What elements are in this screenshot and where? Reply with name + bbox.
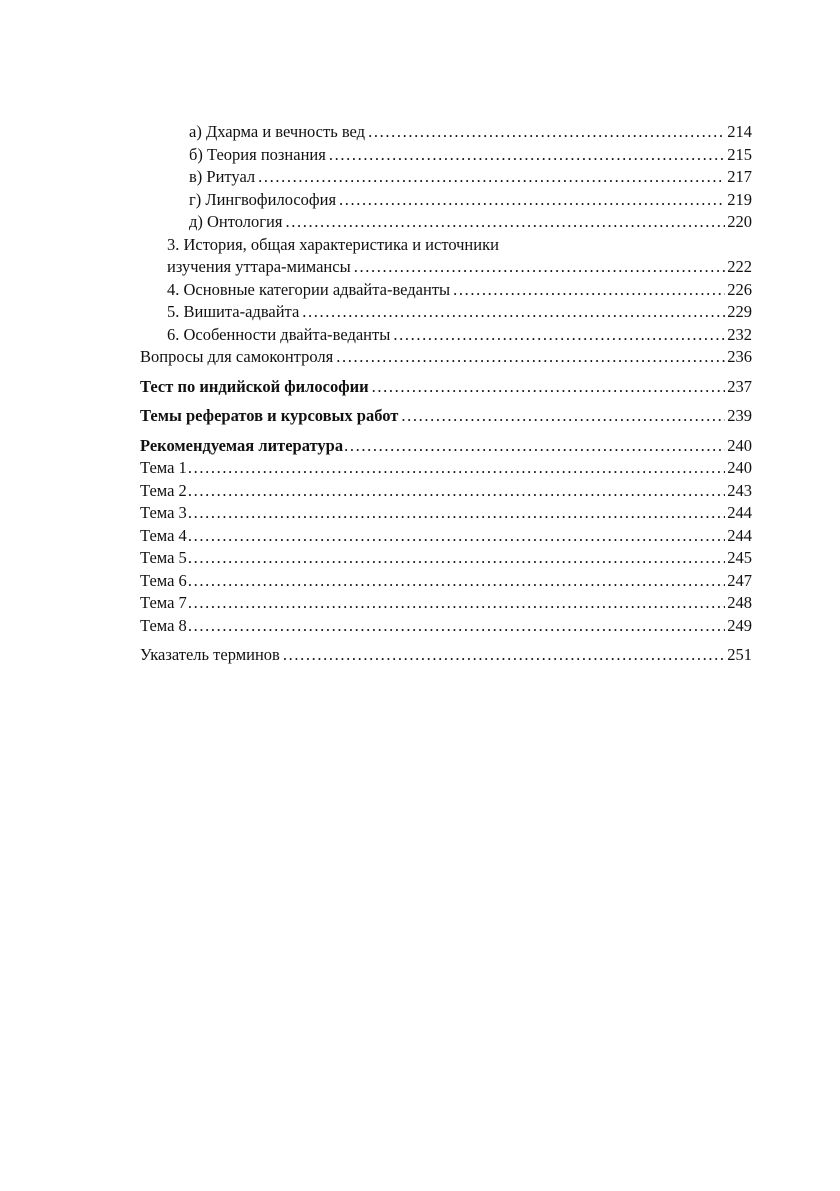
toc-leader-dots [188,457,725,480]
toc-entry[interactable] [140,570,752,593]
toc-entry[interactable] [140,189,752,212]
toc-leader-dots [344,435,725,458]
toc-entry-title: Темы рефератов и курсовых работ [140,406,399,425]
toc-entry[interactable] [140,644,752,667]
toc-entry-title: Тема 1 [140,458,187,477]
toc-entry[interactable] [140,405,752,428]
toc-leader-dots [372,376,726,399]
toc-leader-dots [188,525,725,548]
toc-entry-page: 240 [727,435,752,455]
toc-entry[interactable] [140,346,752,369]
toc-entry-title: Тема 6 [140,570,187,590]
toc-entry-title: Тема 7 [140,593,187,612]
toc-entry[interactable] [140,480,752,503]
toc-entry-title: Тема 8 [140,615,187,635]
toc-entry[interactable] [140,525,752,548]
toc-entry-page: 247 [727,570,752,590]
toc-entry-page: 219 [727,189,752,209]
toc-entry-page: 214 [727,122,752,141]
toc-leader-dots [188,570,725,593]
toc-entry-page: 239 [727,406,752,425]
toc-leader-dots [188,547,725,570]
toc-leader-dots [339,189,725,212]
toc-entry-title: Тема 4 [140,525,187,545]
toc-leader-dots [354,256,726,279]
toc-leader-dots [283,644,725,667]
toc-entry-title: а) Дхарма и вечность вед [189,122,366,141]
toc-entry-title: Вопросы для самоконтроля [140,347,334,366]
toc-leader-dots [302,301,725,324]
toc-entry-page: 245 [727,548,752,567]
toc-entry-page: 237 [727,376,752,396]
toc-entry[interactable] [140,547,752,570]
toc-entry-page: 240 [727,458,752,477]
toc-leader-dots [336,346,725,369]
toc-entry-page: 249 [727,615,752,635]
toc-leader-dots [368,121,725,144]
toc-leader-dots [188,615,725,638]
toc-entry-title: Тема 5 [140,548,187,567]
toc-entry[interactable] [140,592,752,615]
toc-entry-title: изучения уттара-мимансы [167,257,351,276]
toc-entry-page: 220 [727,212,752,231]
toc-entry-page: 251 [727,645,752,664]
toc-entry-title: 4. Основные категории адвайта-веданты [167,279,451,299]
toc-entry-page: 232 [727,324,752,344]
toc-entry[interactable] [140,457,752,480]
toc-leader-dots [401,405,725,428]
toc-entry-title: 6. Особенности двайта-веданты [167,324,391,344]
toc-entry-title: д) Онтология [189,212,283,231]
toc-entry-title: Рекомендуемая литература [140,435,344,455]
toc-leader-dots [188,502,725,525]
toc-entry-page: 229 [727,302,752,321]
toc-leader-dots [393,324,725,347]
toc-entry[interactable] [140,324,752,347]
toc-entry[interactable] [140,121,752,144]
toc-entry-title: Тема 2 [140,480,187,500]
toc-entry[interactable] [140,211,752,234]
toc-entry-page: 244 [727,503,752,522]
toc-leader-dots [188,480,725,503]
toc-entry-page: 248 [727,593,752,612]
toc-entry-page: 244 [727,525,752,545]
toc-entry-title: 5. Вишита-адвайта [167,302,300,321]
toc-entry-page: 243 [727,480,752,500]
toc-entry-title: г) Лингвофилософия [189,189,337,209]
toc-entry[interactable] [140,256,752,279]
toc-entry-page: 222 [727,257,752,276]
toc-leader-dots [285,211,725,234]
toc-entry-title: Тест по индийской философии [140,376,369,396]
toc-leader-dots [188,592,725,615]
toc-entry[interactable] [140,144,752,167]
toc-entry-page: 226 [727,279,752,299]
toc-leader-dots [329,144,725,167]
toc-entry-title: Тема 3 [140,503,187,522]
toc-entry-title: Указатель терминов [140,645,280,664]
toc-entry[interactable] [140,615,752,638]
toc-entry[interactable] [140,376,752,399]
toc-entry[interactable] [140,166,752,189]
toc-entry[interactable] [140,502,752,525]
toc-entry-page: 215 [727,144,752,164]
toc-entry-page: 217 [727,167,752,186]
toc-leader-dots [453,279,725,302]
toc-entry-page: 236 [727,347,752,366]
toc-entry[interactable] [140,301,752,324]
toc-entry-title: в) Ритуал [189,167,256,186]
toc-entry[interactable] [140,435,752,458]
toc-leader-dots [258,166,725,189]
toc-entry[interactable] [140,279,752,302]
toc-entry-title: б) Теория познания [189,144,326,164]
toc-entry-title-line1: 3. История, общая характеристика и источники [167,234,499,254]
table-of-contents [140,121,752,667]
